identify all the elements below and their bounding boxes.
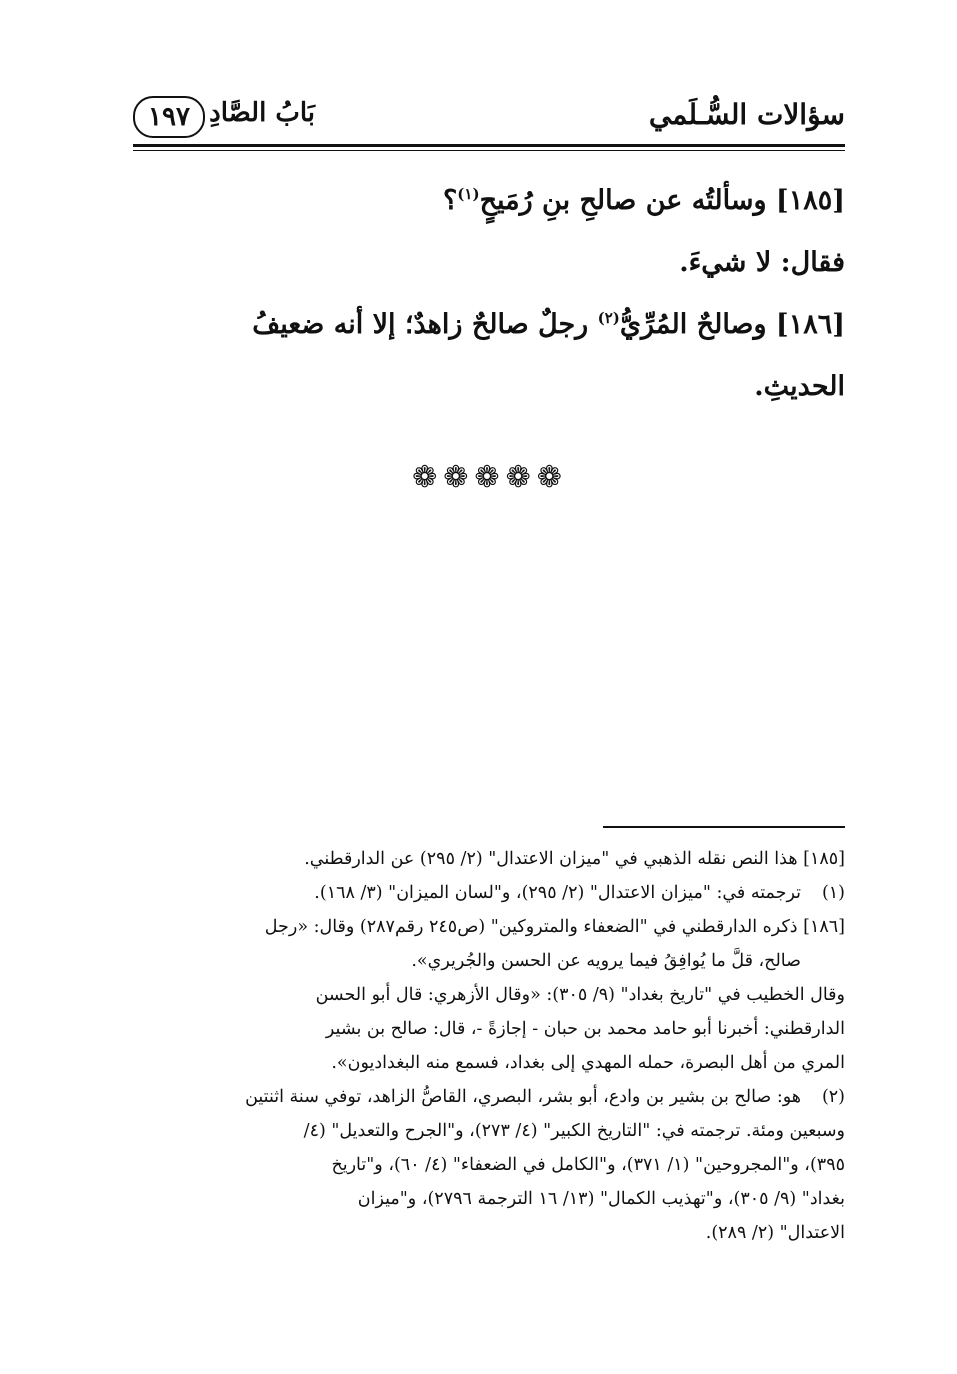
- footnote-marker-2: (٢): [597, 309, 620, 327]
- question-mark: ؟: [442, 185, 458, 216]
- footnote-2-line2: وسبعين ومئة. ترجمته في: "التاريخ الكبير" (٤/ ٢٧٣)، و"الجرح والتعديل" (٤/: [303, 1121, 845, 1141]
- footnote-186-line2: صالح، قلَّ ما يُوافِقُ فيما يرويه عن الحسن والجُريري».: [411, 951, 801, 971]
- entry-186-text: [١٨٦] وصالحٌ المُرِّيُّ: [619, 309, 845, 340]
- running-header: [133, 96, 845, 140]
- chapter-title: بَابُ الصَّادِ: [209, 98, 315, 128]
- footnote-2-number: (٢): [821, 1087, 845, 1107]
- footnote-marker-1: (١): [457, 185, 480, 203]
- footnote-1: [133, 876, 845, 910]
- entry-185-text: [١٨٥] وسألتُه عن صالحِ بنِ رُمَيحٍ: [479, 185, 845, 216]
- entry-185-question: [133, 170, 845, 232]
- entry-186-line1: [133, 294, 845, 356]
- section-divider-ornament: ❁❁❁❁❁: [412, 460, 568, 495]
- footnote-2-line1: [133, 1080, 845, 1114]
- header-rule-thick: [133, 144, 845, 147]
- footnote-2-line5: الاعتدال" (٢/ ٢٨٩).: [705, 1223, 845, 1243]
- footnote-2-line4: بغداد" (٩/ ٣٠٥)، و"تهذيب الكمال" (١٣/ ١٦ الترجمة ٢٧٩٦)، و"ميزان: [357, 1189, 845, 1209]
- entry-185-answer: فقال: لا شيءَ.: [679, 247, 845, 278]
- footnote-2-text: هو: صالح بن بشير بن وادع، أبو بشر، البصري، القاصُّ الزاهد، توفي سنة اثنتين: [245, 1087, 801, 1107]
- footnotes: [133, 842, 845, 1250]
- footnote-1-text: ترجمته في: "ميزان الاعتدال" (٢/ ٢٩٥)، و"لسان الميزان" (٣/ ١٦٨).: [314, 883, 801, 903]
- header-rule-thin: [133, 150, 845, 151]
- footnote-186-line4: الدارقطني: أخبرنا أبو حامد محمد بن حبان - إجازةً -، قال: صالح بن بشير: [325, 1019, 845, 1039]
- footnote-1-number: (١): [821, 883, 845, 903]
- footnote-185: [١٨٥] هذا النص نقله الذهبي في "ميزان الاعتدال" (٢/ ٢٩٥) عن الدارقطني.: [304, 849, 845, 869]
- page-number: ١٩٧: [133, 96, 205, 138]
- entry-186-text-end: رجلٌ صالحٌ زاهدٌ؛ إلا أنه ضعيفُ: [252, 309, 598, 340]
- footnote-186-line5: المري من أهل البصرة، حمله المهدي إلى بغداد، فسمع منه البغداديون».: [331, 1053, 845, 1073]
- entry-186-line2: الحديثِ.: [754, 371, 845, 402]
- footnote-2-line3: ٣٩٥)، و"المجروحين" (١/ ٣٧١)، و"الكامل في الضعفاء" (٤/ ٦٠)، و"تاريخ: [331, 1155, 845, 1175]
- book-title: سؤالات السُّـلَمي: [648, 98, 845, 131]
- main-text: [133, 170, 845, 418]
- footnote-separator: [603, 826, 845, 828]
- footnote-186-line3: وقال الخطيب في "تاريخ بغداد" (٩/ ٣٠٥): «وقال الأزهري: قال أبو الحسن: [315, 985, 845, 1005]
- footnote-186-line1: [١٨٦] ذكره الدارقطني في "الضعفاء والمتروكين" (ص٢٤٥ رقم٢٨٧) وقال: «رجل: [264, 917, 845, 937]
